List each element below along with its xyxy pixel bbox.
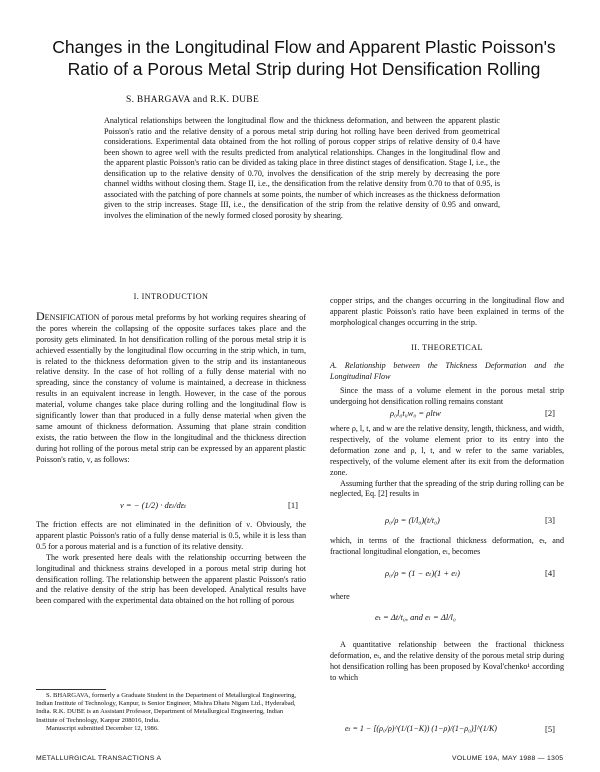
equation-5: eₜ = 1 − [(ρ₀/ρ)^(1/(1−K)) (1−ρ)/(1−ρ₀)]^(1/K) <box>345 724 497 733</box>
equation-3: ρ₀/ρ = (l/l₀)(t/t₀) <box>385 515 440 525</box>
right-column-eq4-text <box>330 536 564 558</box>
theory-paragraph-1: Since the mass of a volume element in the porous metal strip undergoing hot densification rolling remains constant <box>330 386 564 407</box>
equation-1: ν = − (1/2) · dεₗ/dεₜ <box>120 500 187 510</box>
right-column-where <box>330 592 564 603</box>
abstract: Analytical relationships between the longitudinal flow and the thickness deformation, and between the apparent plastic Poisson's ratio and the relative density of a porous metal strip during hot rolling have been derived from geometrical considerations. Experimental data obtained from the hot rolling of porous copper strips of relative density of 0.4 have been shown to agree well with the results predicted from analytical relationships. Changes in the longitudinal flow and the apparent plastic Poisson's ratio can be divided as taking place in three distinct stages of densification. Stage I, i.e., the densification up to the relative density of 0.70, involves the densification of the strip merely by decreasing the pore channel widths without closing them. Stage II, i.e., the densification from the relative density from 0.70 to that of 0.95, is associated with the patching of pore channels at some points, the number of which increases as the thickness deformation given to the strip increases. Stage III, i.e., the densification of the strip from the relative density of 0.95 and onward, involves the elimination of the newly formed closed porosity by shearing. <box>104 116 500 220</box>
theory-paragraph-5: A quantitative relationship between the fractional thickness deformation, eₜ, and the relative density of the porous metal strip during hot densification rolling has been proposed by Koval'chenko¹ according to which <box>330 640 564 682</box>
intro-paragraph-1: DENSIFICATION of porous metal preforms by hot working requires shearing of the pores wherein the collapsing of the opposite surfaces takes place and the porosity gets eliminated. In hot densification rolling of the porous metal strip it is achieved essentially by the longitudinal flow occurring in the strip which, in turn, is related to the thickness deformation given to the strip and its instantaneous relative density. In the case of hot rolling of a fully dense material with no spreading, since the constancy of volume is maintained, a decrease in thickness results in an equivalent increase in length. However, in the case of the porous material, volume changes take place during rolling and the longitudinal flow is significantly lower than that produced in a fully dense material when given the same amount of thickness deformation. Assuming that plane strain condition exists, the ratio between the flow in the longitudinal and the thickness direction during hot rolling of the porous metal strip can be expressed by an apparent plastic Poisson's ratio, ν, as follows: <box>36 308 306 464</box>
equation-2-number: [2] <box>545 408 555 418</box>
equation-strains: eₜ = Δt/t₀, and eₗ = Δl/l₀ <box>375 612 456 622</box>
journal-running-head: METALLURGICAL TRANSACTIONS A <box>36 755 162 762</box>
equation-4-number: [4] <box>545 568 555 578</box>
intro-paragraph-3: The work presented here deals with the relationship occurring between the longitudinal and thickness strains developed in a porous metal strip during hot densification rolling. The relationship between the apparent plastic Poisson's ratio and the relative density of the strip has been developed. Analytical results have been compared with the experimental data obtained on the hot rolling of porous <box>36 552 306 606</box>
right-column <box>330 296 564 408</box>
intro-paragraph-cont: copper strips, and the changes occurring in the longitudinal flow and apparent plastic Poisson's ratio have been explained in terms of the morphological changes occurring in the strip. <box>330 296 564 327</box>
intro-paragraph-2: The friction effects are not eliminated in the definition of ν. Obviously, the apparent plastic Poisson's ratio of a fully dense material is 0.5, while it is less than 0.5 for a porous material and is a function of its relative density. <box>36 520 306 551</box>
dropcap: D <box>36 308 45 323</box>
equation-5-number: [5] <box>545 724 555 734</box>
volume-page-running-head: VOLUME 19A, MAY 1988 — 1305 <box>452 755 564 762</box>
theory-paragraph-3: Assuming further that the spreading of the strip during rolling can be neglected, Eq. [2] results in <box>330 478 564 499</box>
equation-3-number: [3] <box>545 515 555 525</box>
equation-4: ρ₀/ρ = (1 − eₜ)(1 + eₗ) <box>385 568 460 578</box>
subsection-heading-a: A. Relationship between the Thickness Deformation and the Longitudinal Flow <box>330 360 564 381</box>
where-text: where <box>330 592 350 601</box>
section-heading-theoretical: II. THEORETICAL <box>411 342 483 352</box>
authors: S. BHARGAVA and R.K. DUBE <box>126 95 260 105</box>
left-column <box>36 292 306 466</box>
equation-1-number: [1] <box>288 500 298 510</box>
paper-title: Changes in the Longitudinal Flow and Apparent Plastic Poisson's Ratio of a Porous Metal Strip during Hot Densification Rolling <box>52 37 556 79</box>
right-column-lower <box>330 640 564 684</box>
left-column-lower <box>36 520 306 607</box>
section-heading-introduction: I. INTRODUCTION <box>133 292 209 301</box>
right-column-middle <box>330 424 564 500</box>
footnote-rule <box>36 689 106 690</box>
theory-paragraph-4: which, in terms of the fractional thickness deformation, eₜ, and fractional longitudinal elongation, eₗ, becomes <box>330 536 564 556</box>
footnote: S. BHARGAVA, formerly a Graduate Student in the Department of Metallurgical Engineering, Indian Institute of Technology, Kanpur, is Senior Engineer, Mishra Dhatu Nigam Ltd., Hyderabad, India. R.K. DUBE is an Assistant Professor, Department of Metallurgical Engineering, Indian Institute of Technology, Kanpur 208016, India. Manuscript submitted December 12, 1986. <box>36 692 297 732</box>
equation-2: ρ₀l₀t₀w₀ = ρltw <box>390 408 441 418</box>
theory-paragraph-2: where ρ, l, t, and w are the relative density, length, thickness, and width, respectively, of the volume element prior to its entry into the deformation zone and ρ, l, t, and w refer to the same variables, respectively, of the volume element after its exit from the deformation zone. <box>330 424 564 477</box>
